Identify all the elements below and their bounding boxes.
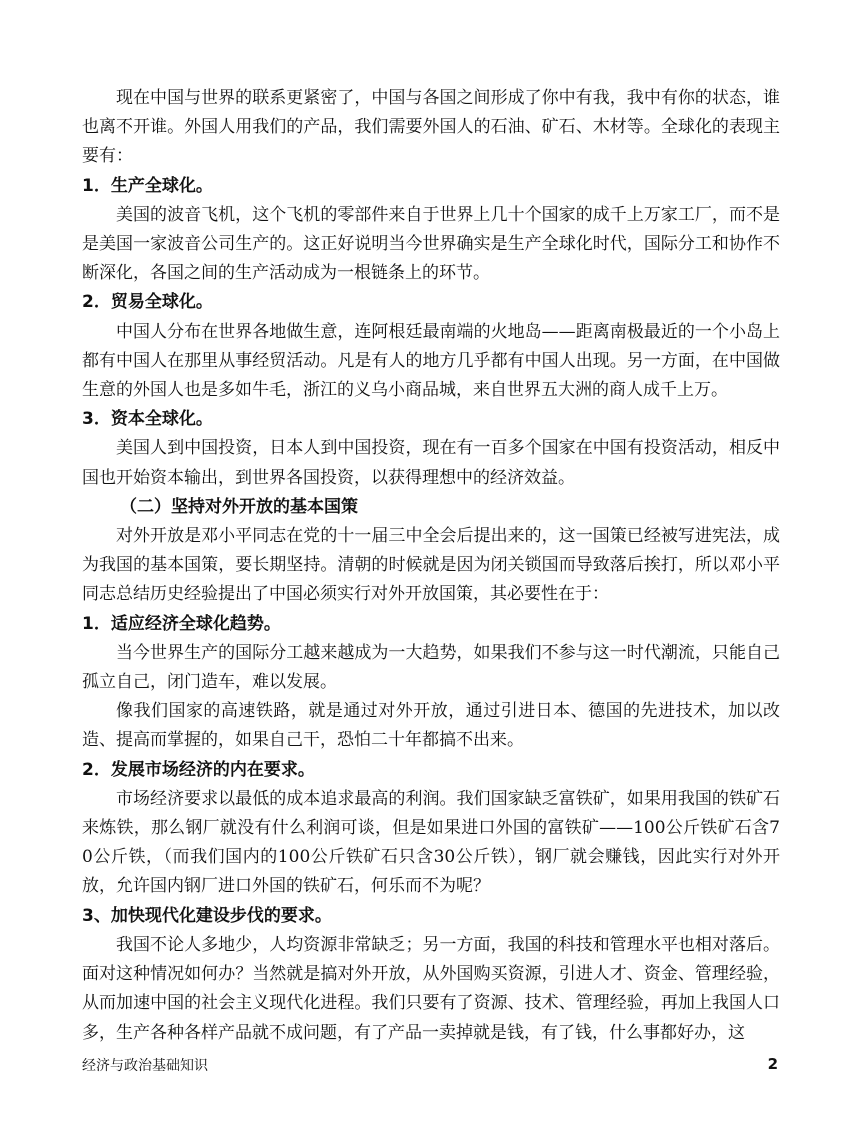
footer-title: 经济与政治基础知识 xyxy=(82,1058,208,1074)
document-body xyxy=(82,84,780,1048)
page-footer xyxy=(82,1055,778,1075)
page-number: 2 xyxy=(767,1055,778,1073)
section-heading: 1．适应经济全球化趋势。 xyxy=(82,613,281,634)
body-paragraph: 对外开放是邓小平同志在党的十一届三中全会后提出来的，这一国策已经被写进宪法，成为我国的基本国策，要长期坚持。清朝的时候就是因为闭关锁国而导致落后挨打，所以邓小平同志总结历史经验提出了中国必须实行对外开放国策，其必要性在于： xyxy=(82,526,780,605)
body-paragraph: 我国不论人多地少，人均资源非常缺乏；另一方面，我国的科技和管理水平也相对落后。面对这种情况如何办？当然就是搞对外开放，从外国购买资源，引进人才、资金、管理经验，从而加速中国的社会主义现代化进程。我们只要有了资源、技术、管理经验，再加上我国人口多，生产各种各样产品就不成问题，有了产品一卖掉就是钱，有了钱，什么事都好办，这 xyxy=(82,934,780,1043)
body-paragraph: 像我们国家的高速铁路，就是通过对外开放，通过引进日本、德国的先进技术，加以改造、提高而掌握的，如果自己干，恐怕二十年都搞不出来。 xyxy=(82,701,780,751)
body-paragraph: 中国人分布在世界各地做生意，连阿根廷最南端的火地岛——距离南极最近的一个小岛上都有中国人在那里从事经贸活动。凡是有人的地方几乎都有中国人出现。另一方面，在中国做生意的外国人也是多如牛毛，浙江的义乌小商品城，来自世界五大洲的商人成千上万。 xyxy=(82,321,780,401)
chapter-subheading: （二）坚持对外开放的基本国策 xyxy=(120,496,358,517)
body-paragraph: 美国的波音飞机，这个飞机的零部件来自于世界上几十个国家的成千上万家工厂，而不是是美国一家波音公司生产的。这正好说明当今世界确实是生产全球化时代，国际分工和协作不断深化，各国之间的生产活动成为一根链条上的环节。 xyxy=(82,204,780,284)
section-heading: 2．贸易全球化。 xyxy=(82,292,213,313)
section-heading: 3、加快现代化建设步伐的要求。 xyxy=(82,905,332,926)
body-paragraph: 市场经济要求以最低的成本追求最高的利润。我们国家缺乏富铁矿，如果用我国的铁矿石来炼铁，那么钢厂就没有什么利润可谈，但是如果进口外国的富铁矿——100公斤铁矿石含70公斤铁，（而我们国内的100公斤铁矿石只含30公斤铁），钢厂就会赚钱，因此实行对外开放，允许国内钢厂进口外国的铁矿石，何乐而不为呢？ xyxy=(82,788,780,897)
section-heading: 1．生产全球化。 xyxy=(82,175,213,196)
body-paragraph: 现在中国与世界的联系更紧密了，中国与各国之间形成了你中有我，我中有你的状态，谁也离不开谁。外国人用我们的产品，我们需要外国人的石油、矿石、木材等。全球化的表现主要有： xyxy=(82,88,780,167)
body-paragraph: 当今世界生产的国际分工越来越成为一大趋势，如果我们不参与这一时代潮流，只能自己孤立自己，闭门造车，难以发展。 xyxy=(82,642,780,693)
section-heading: 3．资本全球化。 xyxy=(82,409,213,430)
section-heading: 2．发展市场经济的内在要求。 xyxy=(82,759,315,780)
body-paragraph: 美国人到中国投资，日本人到中国投资，现在有一百多个国家在中国有投资活动，相反中国也开始资本输出，到世界各国投资，以获得理想中的经济效益。 xyxy=(82,438,780,488)
